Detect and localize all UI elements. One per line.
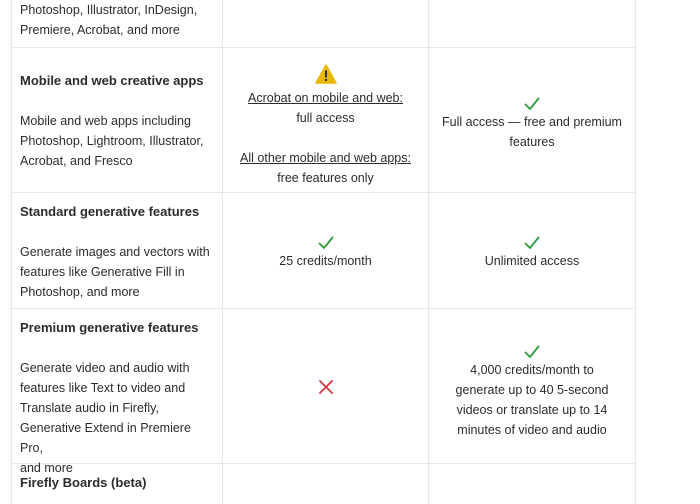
plan-a-value: 25 credits/month — [279, 254, 372, 268]
plan-a-cell — [223, 48, 429, 192]
feature-description: Photoshop, Illustrator, InDesign, — [20, 3, 198, 17]
table-row — [12, 193, 635, 309]
plan-b-value: minutes of video and audio — [457, 423, 607, 437]
feature-description: Generate video and audio with — [20, 361, 190, 375]
feature-description: Translate audio in Firefly, — [20, 401, 159, 415]
check-icon — [524, 236, 540, 250]
feature-description: features like Text to video and — [20, 381, 186, 395]
plan-a-cell — [223, 193, 429, 308]
feature-cell — [12, 0, 223, 47]
feature-title: Firefly Boards (beta) — [20, 475, 147, 490]
plan-b-value: 4,000 credits/month to — [470, 363, 594, 377]
feature-cell — [12, 193, 223, 308]
feature-cell — [12, 48, 223, 192]
plan-a-value: free features only — [277, 171, 374, 185]
plan-a-value: full access — [296, 111, 355, 125]
plan-comparison-table — [11, 0, 636, 504]
acrobat-mobile-web-link[interactable]: Acrobat on mobile and web: — [248, 91, 403, 105]
table-row — [12, 0, 635, 48]
feature-title: Mobile and web creative apps — [20, 73, 204, 88]
plan-b-value: videos or translate up to 14 — [456, 403, 608, 417]
plan-b-cell — [429, 464, 635, 504]
feature-description: Photoshop, and more — [20, 285, 140, 299]
plan-a-cell — [223, 309, 429, 463]
check-icon — [524, 97, 540, 111]
table-row — [12, 464, 635, 504]
feature-cell — [12, 309, 223, 475]
check-icon — [524, 345, 540, 359]
plan-b-value: generate up to 40 5-second — [455, 383, 609, 397]
feature-description: Acrobat, and Fresco — [20, 154, 133, 168]
plan-b-cell — [429, 0, 635, 47]
feature-description: Photoshop, Lightroom, Illustrator, — [20, 134, 204, 148]
table-row — [12, 309, 635, 475]
check-icon — [318, 236, 334, 250]
warning-icon — [315, 64, 337, 84]
plan-b-cell — [429, 193, 635, 308]
feature-description: Premiere, Acrobat, and more — [20, 23, 180, 37]
plan-b-value: features — [509, 135, 555, 149]
feature-description: features like Generative Fill in — [20, 265, 185, 279]
feature-cell — [12, 464, 223, 504]
plan-b-value: Unlimited access — [484, 254, 580, 268]
plan-a-cell — [223, 464, 429, 504]
feature-title: Standard generative features — [20, 204, 200, 219]
feature-description: Generate images and vectors with — [20, 245, 210, 259]
plan-b-cell — [429, 309, 635, 463]
table-row — [12, 48, 635, 193]
feature-description: Generative Extend in Premiere Pro, — [20, 421, 191, 455]
other-mobile-web-link[interactable]: All other mobile and web apps: — [240, 151, 411, 165]
feature-description: Mobile and web apps including — [20, 114, 191, 128]
plan-b-cell — [429, 48, 635, 192]
feature-description: and more — [20, 461, 73, 475]
plan-a-cell — [223, 0, 429, 47]
cross-icon — [318, 379, 334, 395]
plan-b-value: Full access — free and premium — [442, 115, 622, 129]
feature-title: Premium generative features — [20, 320, 199, 335]
